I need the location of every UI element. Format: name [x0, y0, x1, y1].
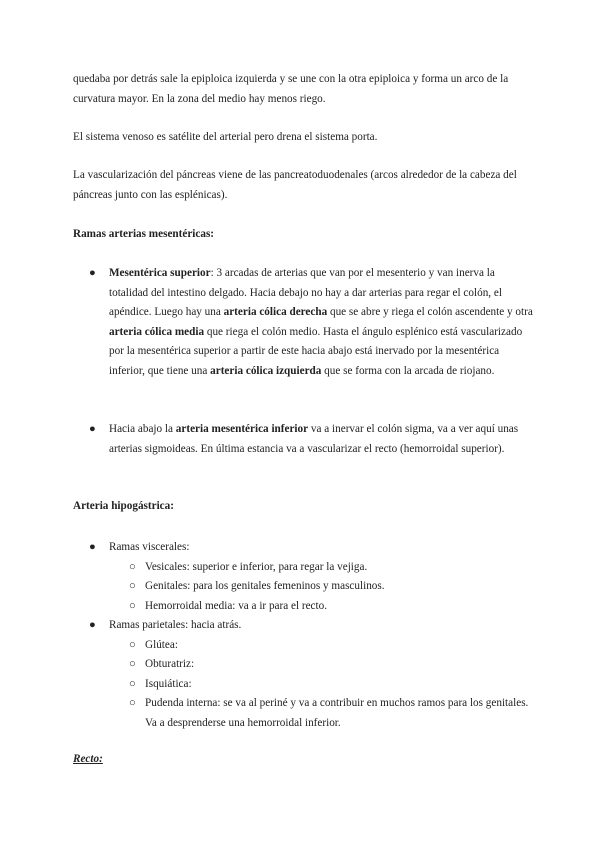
list-item [73, 264, 533, 381]
term-mesenterica-superior: Mesentérica superior [109, 267, 211, 279]
list-item-label: Ramas parietales: hacia atrás. [109, 619, 242, 631]
text-segment: que se abre y riega el colón ascendente y otra [327, 306, 533, 318]
term-colica-derecha: arteria cólica derecha [223, 306, 328, 318]
text-segment: va a inervar el colón sigma, va a ver aquí unas arterias sigmoideas. En última estancia va a vascularizar el recto (hemorroidal superior). [109, 423, 519, 455]
bullet-icon: ● [89, 541, 96, 553]
bullet-icon: ● [89, 619, 96, 631]
list-mesentericas-item1 [73, 264, 533, 381]
term-mesenterica-inferior: arteria mesentérica inferior [175, 423, 309, 435]
paragraph-epiploica: quedaba por detrás sale la epiploica izquierda y se une con la otra epiploica y forma un arco de la curvatura mayor. En la zona del medio hay menos riego. [73, 73, 509, 105]
sublist-item-text: Obturatriz: [145, 658, 195, 670]
paragraph-pancreas: La vascularización del páncreas viene de las pancreatoduodenales (arcos alrededor de la cabeza del páncreas junto con las esplénicas). [73, 169, 517, 201]
paragraph-venoso: El sistema venoso es satélite del arterial pero drena el sistema porta. [73, 131, 378, 143]
sublist-item-text: Genitales: para los genitales femeninos y masculinos. [145, 580, 385, 592]
sublist-item-text: Vesicales: superior e inferior, para regar la vejiga. [145, 560, 368, 573]
term-colica-media: arteria cólica media [109, 325, 205, 338]
sublist-item-text: Hemorroidal media: va a ir para el recto. [145, 599, 328, 612]
list-item-viscerales [73, 538, 533, 616]
circle-bullet-icon: ○ [129, 580, 136, 592]
circle-bullet-icon: ○ [129, 697, 136, 709]
heading-recto: Recto: [73, 753, 103, 765]
sublist-item-text: Glútea: [145, 638, 178, 651]
circle-bullet-icon: ○ [129, 677, 136, 690]
text-segment: que riega el colón medio. Hasta el ángulo esplénico está vascularizado por la mesentérica superior a partir de este hacia abajo está inervado por la mesentérica inferior, que tiene una [109, 325, 523, 377]
sublist-item [73, 597, 533, 617]
sublist-item [73, 577, 533, 597]
heading-mesentericas: Ramas arterias mesentéricas: [73, 228, 215, 240]
sublist-item [73, 655, 533, 675]
circle-bullet-icon: ○ [129, 638, 136, 651]
sublist-item-text: Pudenda interna: se va al periné y va a contribuir en muchos ramos para los genitales. Va a desprenderse una hemorroidal inferior. [145, 697, 529, 729]
list-hipogastrica [73, 538, 533, 733]
sublist-item [73, 675, 533, 695]
sublist-item-text: Isquiática: [145, 677, 192, 690]
bullet-icon: ● [89, 267, 96, 279]
circle-bullet-icon: ○ [129, 658, 136, 670]
heading-hipogastrica: Arteria hipogástrica: [73, 500, 174, 512]
text-segment: Hacia abajo la [109, 423, 176, 435]
text-segment: que se forma con la arcada de riojano. [321, 364, 495, 377]
list-mesentericas-item2 [73, 420, 533, 459]
sublist-item [73, 694, 533, 733]
sublist-item [73, 636, 533, 656]
circle-bullet-icon: ○ [129, 599, 136, 612]
list-item [73, 420, 533, 459]
list-item-label: Ramas viscerales: [109, 541, 190, 553]
sublist-item [73, 558, 533, 578]
bullet-icon: ● [89, 423, 96, 435]
term-colica-izquierda: arteria cólica izquierda [210, 364, 322, 377]
list-item-parietales [73, 616, 533, 733]
text-segment: : 3 arcadas de arterias que van por el mesenterio y van inerva la totalidad del intestino delgado. Hacia debajo no hay a dar arterias para regar el colón, el apéndice. Luego hay una [109, 267, 502, 318]
circle-bullet-icon: ○ [129, 560, 136, 573]
